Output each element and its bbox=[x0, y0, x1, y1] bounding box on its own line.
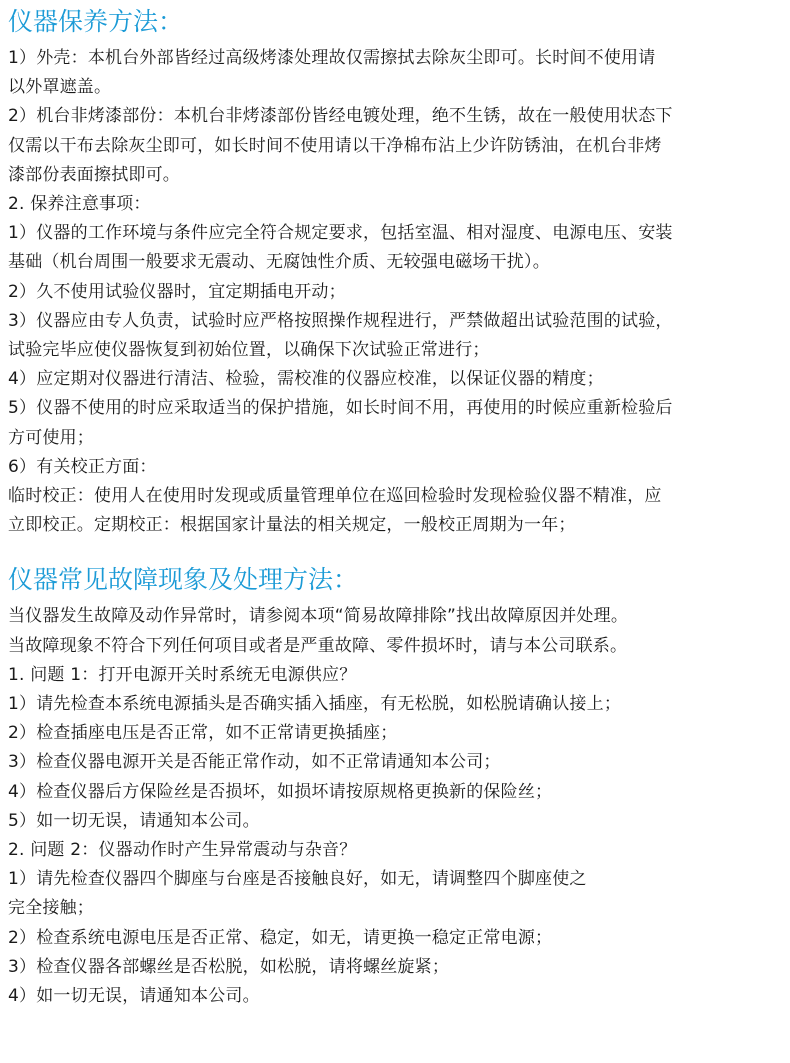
text-line: 仅需以干布去除灰尘即可，如长时间不使用请以干净棉布沾上少许防锈油，在机台非烤 bbox=[8, 135, 662, 156]
text-line: 2. 保养注意事项： bbox=[8, 194, 151, 215]
text-line: 当仪器发生故障及动作异常时，请参阅本项“简易故障排除”找出故障原因并处理。 bbox=[8, 606, 629, 627]
text-line: 1. 问题 1：打开电源开关时系统无电源供应？ bbox=[8, 664, 357, 685]
text-line: 2. 问题 2：仪器动作时产生异常震动与杂音？ bbox=[8, 840, 357, 861]
text-line: 方可使用； bbox=[8, 427, 94, 448]
text-line: 3）检查仪器各部螺丝是否松脱，如松脱，请将螺丝旋紧； bbox=[8, 956, 450, 977]
text-line: 完全接触； bbox=[8, 898, 94, 919]
text-line: 试验完毕应使仪器恢复到初始位置，以确保下次试验正常进行； bbox=[8, 340, 490, 361]
text-line: 4）如一切无误，请通知本公司。 bbox=[8, 986, 260, 1007]
text-line: 临时校正：使用人在使用时发现或质量管理单位在巡回检验时发现检验仪器不精准，应 bbox=[8, 486, 662, 507]
text-line: 4）检查仪器后方保险丝是否损坏，如损坏请按原规格更换新的保险丝； bbox=[8, 781, 553, 802]
text-line: 1）仪器的工作环境与条件应完全符合规定要求，包括室温、相对湿度、电源电压、安装 bbox=[8, 223, 673, 244]
text-line: 2）检查插座电压是否正常，如不正常请更换插座； bbox=[8, 723, 398, 744]
text-line: 1）请先检查本系统电源插头是否确实插入插座，有无松脱，如松脱请确认接上； bbox=[8, 694, 622, 715]
text-line: 3）仪器应由专人负责，试验时应严格按照操作规程进行，严禁做超出试验范围的试验， bbox=[8, 310, 673, 331]
text-line: 漆部份表面擦拭即可。 bbox=[8, 164, 180, 185]
text-line: 1）外壳：本机台外部皆经过高级烤漆处理故仅需擦拭去除灰尘即可。长时间不使用请 bbox=[8, 48, 656, 68]
text-line: 2）检查系统电源电压是否正常、稳定，如无，请更换一稳定正常电源； bbox=[8, 927, 553, 948]
text-line: 2）久不使用试验仪器时，宜定期插电开动； bbox=[8, 281, 346, 302]
text-line: 基础（机台周围一般要求无震动、无腐蚀性介质、无较强电磁场干扰）。 bbox=[8, 252, 550, 273]
text-line: 当故障现象不符合下列任何项目或者是严重故障、零件损坏时，请与本公司联系。 bbox=[8, 635, 628, 656]
text-line: 2）机台非烤漆部份：本机台非烤漆部份皆经电镀处理，绝不生锈，故在一般使用状态下 bbox=[8, 106, 673, 127]
text-line: 3）检查仪器电源开关是否能正常作动，如不正常请通知本公司； bbox=[8, 752, 501, 773]
section-title-troubleshooting: 仪器常见故障现象及处理方法： bbox=[8, 565, 359, 595]
text-line: 1）请先检查仪器四个脚座与台座是否接触良好，如无，请调整四个脚座使之 bbox=[8, 869, 587, 890]
troubleshooting-text bbox=[8, 602, 778, 1011]
text-line: 5）仪器不使用的时应采取适当的保护措施，如长时间不用，再使用的时候应重新检验后 bbox=[8, 398, 673, 419]
section-title-maintenance: 仪器保养方法： bbox=[8, 7, 184, 36]
maintenance-text bbox=[8, 44, 778, 540]
text-line: 立即校正。定期校正：根据国家计量法的相关规定，一般校正周期为一年； bbox=[8, 515, 576, 536]
text-line: 4）应定期对仪器进行清洁、检验，需校准的仪器应校准，以保证仪器的精度； bbox=[8, 369, 604, 390]
text-line: 以外罩遮盖。 bbox=[8, 77, 112, 98]
text-line: 6）有关校正方面： bbox=[8, 456, 157, 477]
text-line: 5）如一切无误，请通知本公司。 bbox=[8, 810, 260, 831]
